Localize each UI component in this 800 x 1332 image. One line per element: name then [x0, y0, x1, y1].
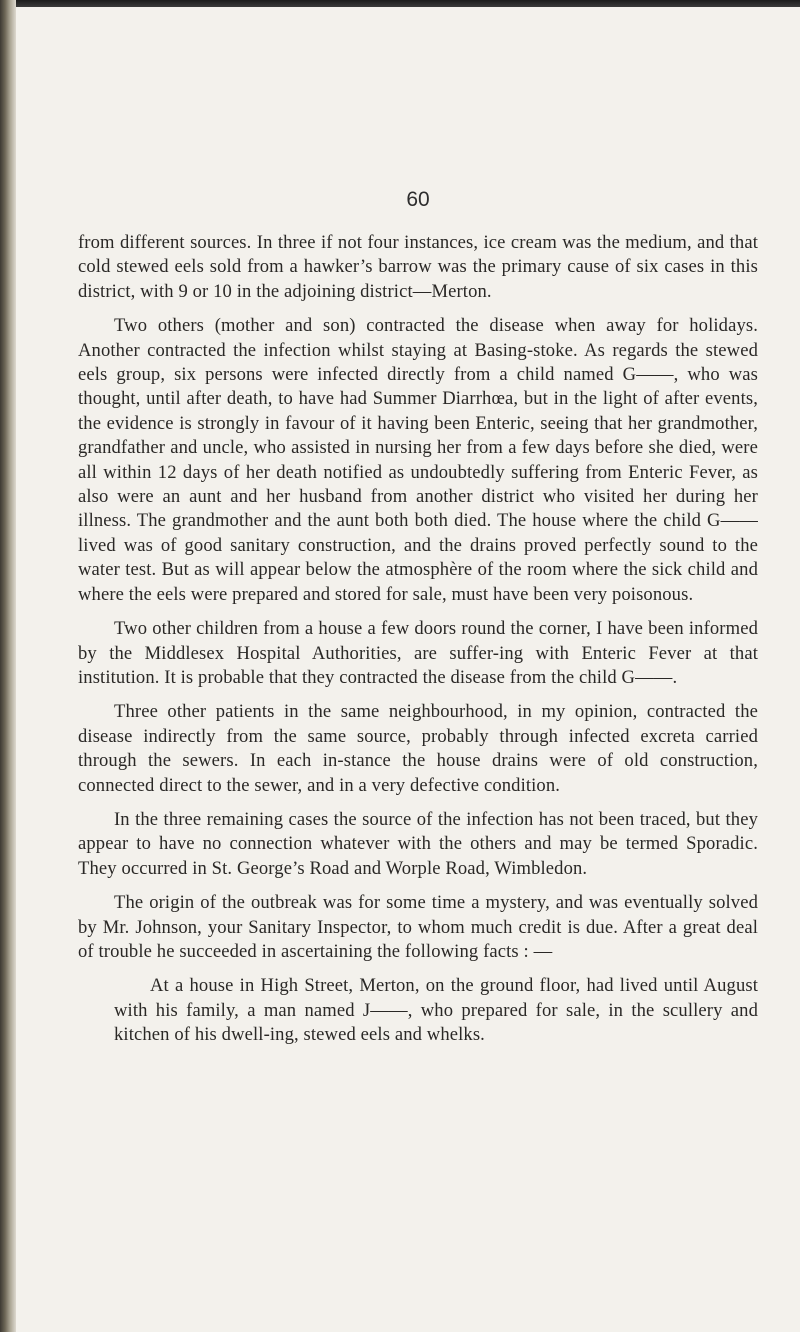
paragraph: Two other children from a house a few doors round the corner, I have been informed by the Middlesex Hospital Authorities, are suffer-ing with Enteric Fever at that institution. It is probable that they contracted the disease from the child G——. — [78, 618, 758, 688]
body-text — [78, 231, 758, 1058]
paragraph: The origin of the outbreak was for some time a mystery, and was eventually solved by Mr. Johnson, your Sanitary Inspector, to whom much credit is due. After a great deal of trouble he succeeded in ascertaining the following facts : — — [78, 892, 758, 962]
document-page — [78, 0, 758, 1332]
paragraph: In the three remaining cases the source of the infection has not been traced, but they appear to have no connection whatever with the others and may be termed Sporadic. They occurred in St. George’s Road and Worple Road, Wimbledon. — [78, 808, 758, 879]
paragraph: At a house in High Street, Merton, on the ground floor, had lived until August with his family, a man named J——, who prepared for sale, in the scullery and kitchen of his dwell-ing, stewed eels and whelks. — [114, 975, 758, 1046]
paragraph: Three other patients in the same neighbourhood, in my opinion, contracted the disease indirectly from the same source, probably through infected excreta carried through the sewers. In each in-stance the house drains were of old construction, connected direct to the sewer, and in a very defective condition. — [78, 701, 758, 796]
paragraph: Two others (mother and son) contracted the disease when away for holidays. Another contracted the infection whilst staying at Basing-stoke. As regards the stewed eels group, six persons were infected directly from a child named G——, who was thought, until after death, to have had Summer Diarrhœa, but in the light of after events, the evidence is strongly in favour of it having been Enteric, seeing that her grandmother, grandfather and uncle, who assisted in nursing her from a few days before she died, were all within 12 days of her death notified as undoubtedly suffering from Enteric Fever, as also were an aunt and her husband from another district who visited her during her illness. The grandmother and the aunt both both died. The house where the child G—— lived was of good sanitary construction, and the drains proved perfectly sound to the water test. But as will appear below the atmosphère of the room where the sick child and where the eels were prepared and stored for sale, must have been very poisonous. — [78, 315, 758, 605]
paragraph: from different sources. In three if not four instances, ice cream was the medium, and that cold stewed eels sold from a hawker’s barrow was the primary cause of six cases in this district, with 9 or 10 in the adjoining district—Merton. — [78, 232, 758, 302]
book-binding-shadow — [0, 0, 16, 1332]
page-number: 60 — [406, 188, 430, 211]
